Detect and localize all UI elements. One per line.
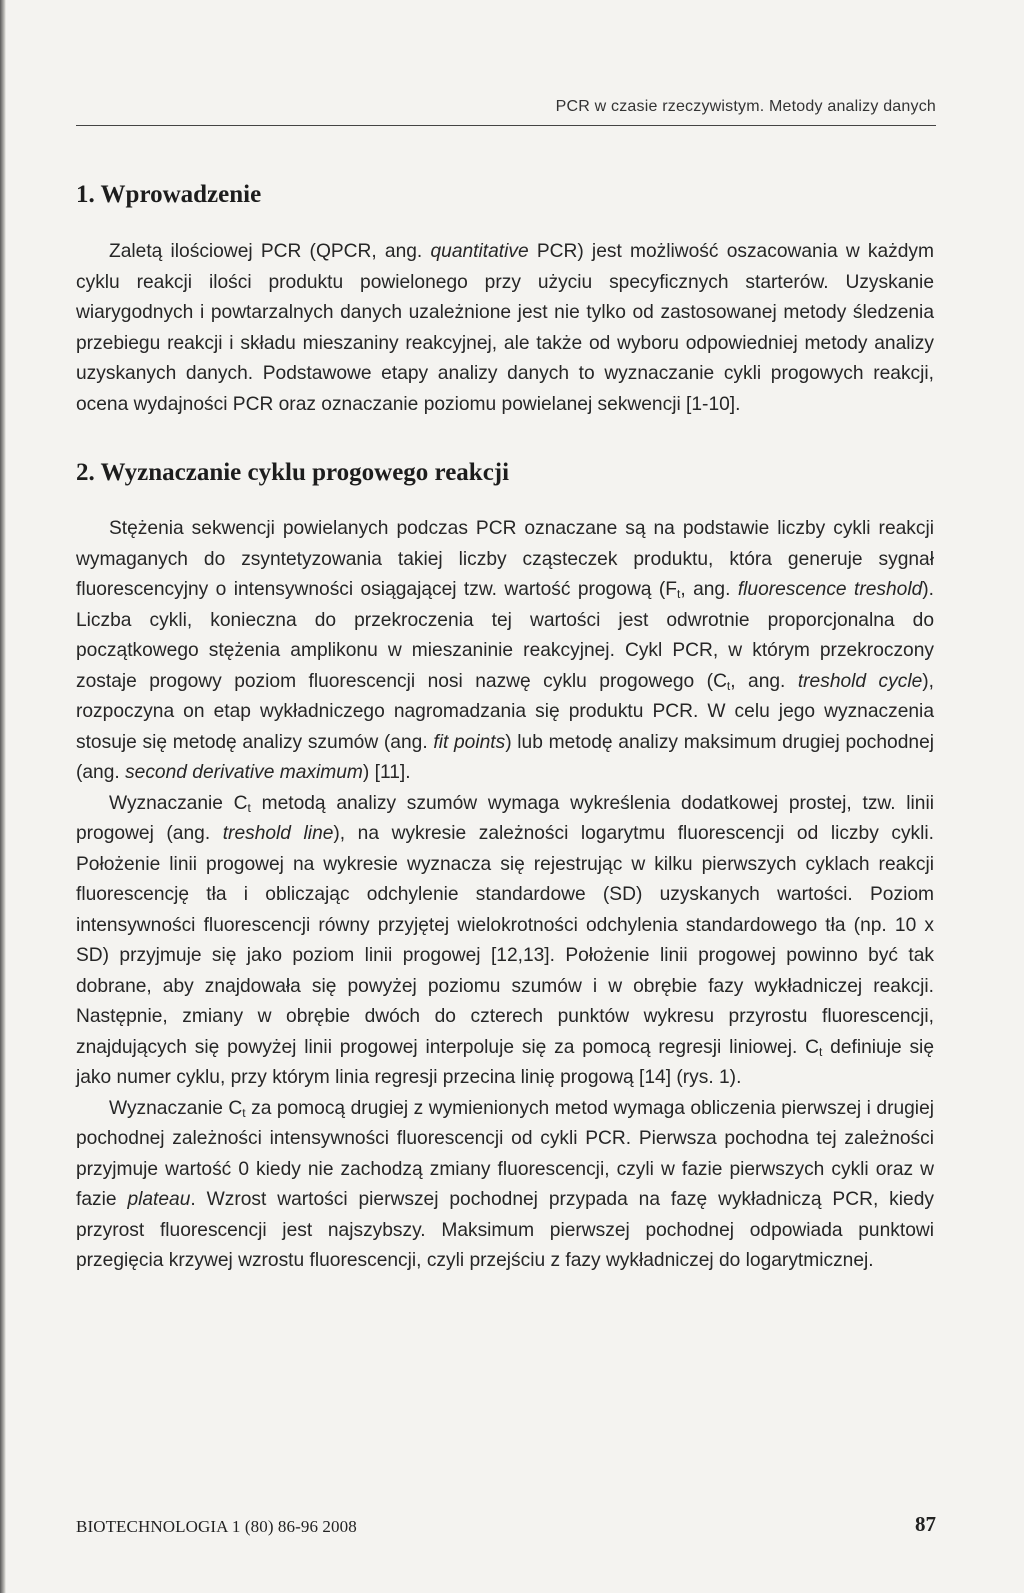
threshold-paragraph-2: Wyznaczanie $C_t$ metodą analizy szumów wymaga wykreślenia dodatkowej prostej, tzw. linii progowej (ang. treshold line), na wykresie zależności logarytmu fluorescencji od liczby cykli. Położenie linii progowej na wykresie wyznacza się rejestrując w kilku pierwszych cyklach reakcji fluorescencję tła i obliczając odchylenie standardowe (SD) uzyskanych wartości. Poziom intensywności fluorescencji równy przyjętej wielokrotności odchylenia standardowego tła (np. 10 x SD) przyjmuje się jako poziom linii progowej [12,13]. Położenie linii progowej powinno być tak dobrane, aby znajdowała się powyżej poziomu szumów i w obrębie fazy wykładniczej reakcji. Następnie, zmiany w obrębie dwóch do czterech punktów wykresu przyrostu fluorescencji, znajdujących się powyżej linii progowej interpoluje się za pomocą regresji liniowej. $C_t$ definiuje się jako numer cyklu, przy którym linia regresji przecina linię progową [14] (rys. 1). — [76, 792, 935, 1088]
article-body — [76, 180, 934, 1277]
header-rule — [76, 125, 936, 126]
journal-citation: BIOTECHNOLOGIA 1 (80) 86-96 2008 — [76, 1517, 357, 1536]
intro-paragraph: Zaletą ilościowej PCR (QPCR, ang. quantitative PCR) jest możliwość oszacowania w każdym cyklu reakcji ilości produktu powielonego przy użyciu specyficznych starterów. Uzyskanie wiarygodnych i powtarzalnych danych uzależnione jest nie tylko od zastosowanej metody śledzenia przebiegu reakcji i składu mieszaniny reakcyjnej, ale także od wyboru odpowiedniej metody analizy uzyskanych danych. Podstawowe etapy analizy danych to wyznaczanie cykli progowych reakcji, ocena wydajności PCR oraz oznaczanie poziomu powielanej sekwencji [1-10]. — [76, 241, 934, 415]
threshold-paragraph-3: Wyznaczanie $C_t$ za pomocą drugiej z wymienionych metod wymaga obliczenia pierwszej i drugiej pochodnej zależności intensywności fluorescencji od cykli PCR. Pierwsza pochodna tej zależności przyjmuje wartość 0 kiedy nie zachodzą zmiany fluorescencji, czyli w fazie pierwszych cykli oraz w fazie plateau. Wzrost wartości pierwszej pochodnej przypada na fazę wykładniczą PCR, kiedy przyrost fluorescencji jest najszybszy. Maksimum pierwszej pochodnej odpowiada punktowi przegięcia krzywej wzrostu fluorescencji, czyli przejściu z fazy wykładniczej do logarytmicznej. — [76, 1097, 935, 1271]
section-heading-threshold-cycle: 2. Wyznaczanie cyklu progowego reakcji — [76, 459, 510, 486]
section-heading-introduction: 1. Wprowadzenie — [76, 181, 262, 208]
running-header: PCR w czasie rzeczywistym. Metody analizy danych — [555, 98, 936, 115]
threshold-paragraph-1: Stężenia sekwencji powielanych podczas PCR oznaczane są na podstawie liczby cykli reakcji wymaganych do zsyntetyzowania takiej liczby cząsteczek produktu, która generuje sygnał fluorescencyjny o intensywności osiągającej tzw. wartość progową ($F_t$, ang. fluorescence treshold). Liczba cykli, konieczna do przekroczenia tej wartości jest odwrotnie proporcjonalna do początkowego stężenia amplikonu w mieszaninie reakcyjnej. Cykl PCR, w którym przekroczony zostaje progowy poziom fluorescencji nosi nazwę cyklu progowego ($C_t$, ang. treshold cycle), rozpoczyna on etap wykładniczego nagromadzania się produktu PCR. W celu jego wyznaczenia stosuje się metodę analizy szumów (ang. fit points) lub metodę analizy maksimum drugiej pochodnej (ang. second derivative maximum) [11]. — [76, 518, 934, 783]
page-binding-edge — [0, 0, 6, 1593]
page-number: 87 — [915, 1512, 936, 1536]
